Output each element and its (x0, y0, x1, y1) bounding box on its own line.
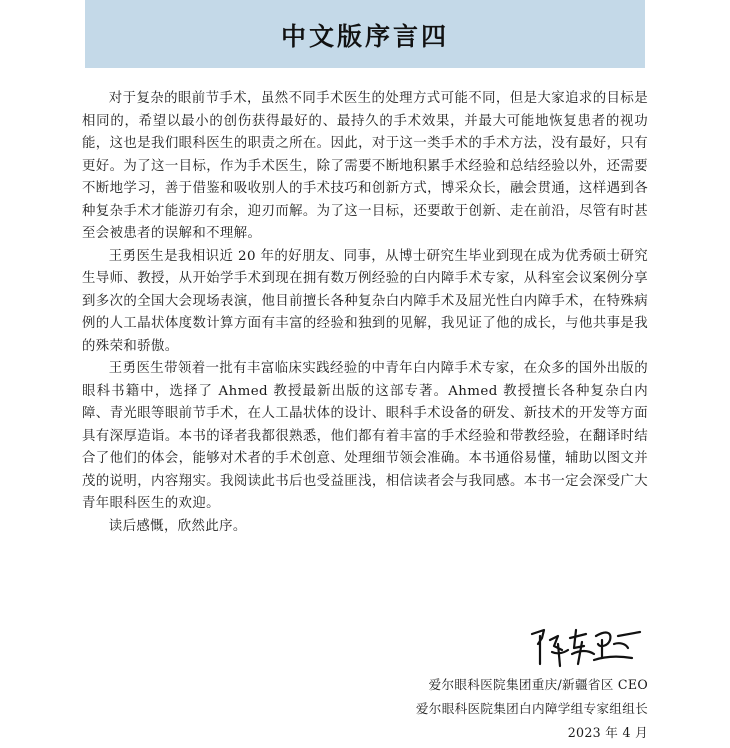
paragraph-4: 读后感慨，欣然此序。 (108, 518, 247, 534)
paragraph-3: 王勇医生带领着一批有丰富临床实践经验的中青年白内障手术专家，在众多的国外出版的眼科书籍中，选择了 Ahmed 教授最新出版的这部专著。Ahmed 教授擅长各种复杂白内障、青光眼等眼前节手术，在人工晶状体的设计、眼科手术设备的研发、新技术的开发等方面具有深厚造诣。本书的译者我都很熟悉，他们都有着丰富的手术经验和带教经验，在翻译时结合了他们的体会，能够对术者的手术创意、处理细节领会准确。本书通俗易懂，辅助以图文并茂的说明，内容翔实。我阅读此书后也受益匪浅，相信读者会与我同感。本书一定会深受广大青年眼科医生的欢迎。 (82, 361, 648, 511)
preface-date: 2023 年 4 月 (567, 725, 648, 740)
paragraph-1: 对于复杂的眼前节手术，虽然不同手术医生的处理方式可能不同，但是大家追求的目标是相同的，希望以最小的创伤获得最好的、最持久的手术效果，并最大可能地恢复患者的视功能，这也是我们眼科医生的职责之所在。因此，对于这一类手术的手术方法，没有最好，只有更好。为了这一目标，作为手术医生，除了需要不断地积累手术经验和总结经验以外，还需要不断地学习，善于借鉴和吸收别人的手术技巧和创新方式，博采众长，融会贯通，这样遇到各种复杂手术才能游刃有余，迎刃而解。为了这一目标，还要敢于创新、走在前沿，尽管有时甚至会被患者的误解和不理解。 (82, 91, 648, 241)
header-band (85, 0, 645, 68)
paragraph-2: 王勇医生是我相识近 20 年的好朋友、同事，从博士研究生毕业到现在成为优秀硕士研究生导师、教授，从开始学手术到现在拥有数万例经验的白内障手术专家，从科室会议案例分享到多次的全国大会现场表演，他目前擅长各种复杂白内障手术及屈光性白内障手术，在特殊病例的人工晶状体度数计算方面有丰富的经验和独到的见解，我见证了他的成长，与他共事是我的殊荣和骄傲。 (82, 248, 648, 354)
page-title: 中文版序言四 (280, 22, 449, 51)
handwritten-signature (528, 624, 644, 668)
signature-block (416, 673, 648, 745)
preface-body (82, 88, 648, 538)
author-title-line-2: 爱尔眼科医院集团白内障学组专家组组长 (415, 701, 648, 716)
author-title-line-1: 爱尔眼科医院集团重庆/新疆省区 CEO (428, 677, 648, 692)
